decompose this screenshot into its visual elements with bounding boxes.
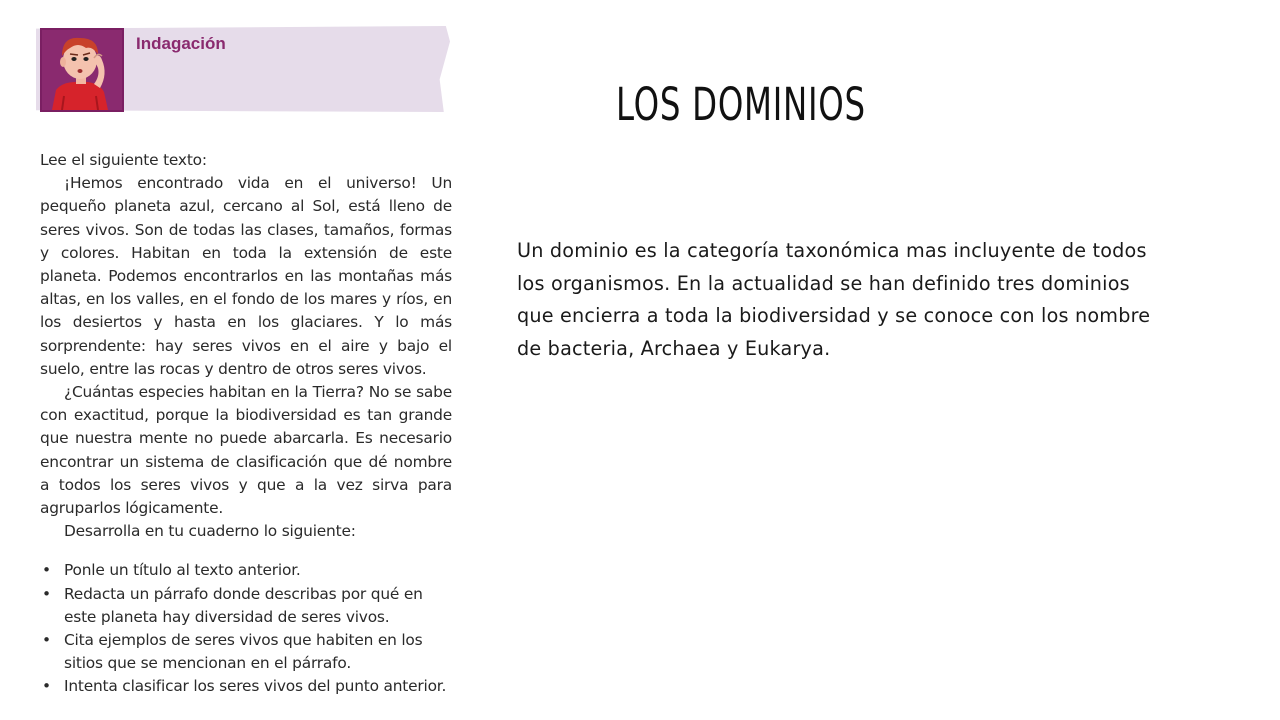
task-item: [40, 629, 452, 675]
thinking-boy-icon: [40, 28, 124, 112]
bullet-icon: •: [42, 561, 51, 580]
task-text: Ponle un título al texto anterior.: [64, 561, 301, 580]
slide-title: LOS DOMINIOS: [616, 78, 866, 131]
bullet-icon: •: [42, 631, 51, 650]
book-intro: Lee el siguiente texto:: [40, 151, 207, 169]
slide-body-text: Un dominio es la categoría taxonómica mas incluyente de todos los organismos. En la actualidad se han definido tres dominios que encierra a toda la biodiversidad y se conoce con los nombre de bacteria, Archaea y Eukarya.: [517, 239, 1151, 360]
book-paragraph-1: ¡Hemos encontrado vida en el universo! Un pequeño planeta azul, cercano al Sol, está lleno de seres vivos. Son de todas las clases, tamaños, formas y colores. Habitan en toda la extensión de este planeta. Podemos encontrarlos en las montañas más altas, en los valles, en el fondo de los mares y ríos, en los desiertos y hasta en los glaciares. Y lo más sorprendente: hay seres vivos en el aire y bajo el suelo, entre las rocas y dentro de otros seres vivos.: [40, 174, 452, 378]
task-text: Redacta un párrafo donde describas por qué en este planeta hay diversidad de seres vivos.: [64, 584, 423, 626]
banner-title: Indagación: [136, 34, 226, 53]
task-text: Intenta clasificar los seres vivos del punto anterior.: [64, 677, 447, 696]
book-paragraph-2: ¿Cuántas especies habitan en la Tierra? No se sabe con exactitud, porque la biodiversidad es tan grande que nuestra mente no puede abarcarla. Es necesario encontrar un sistema de clasificación que dé nombre a todos los seres vivos y que a la vez sirva para agruparlos lógicamente.: [40, 383, 452, 518]
task-item: [40, 583, 452, 629]
task-list: [40, 559, 452, 698]
book-instruction: Desarrolla en tu cuaderno lo siguiente:: [64, 522, 356, 541]
book-text-block: [40, 149, 452, 699]
bullet-icon: •: [42, 677, 51, 696]
bullet-icon: •: [42, 584, 51, 603]
task-item: [40, 559, 452, 582]
textbook-excerpt-image: [36, 22, 460, 698]
task-text: Cita ejemplos de seres vivos que habiten en los sitios que se mencionan en el párrafo.: [64, 631, 423, 673]
task-item: [40, 675, 452, 698]
